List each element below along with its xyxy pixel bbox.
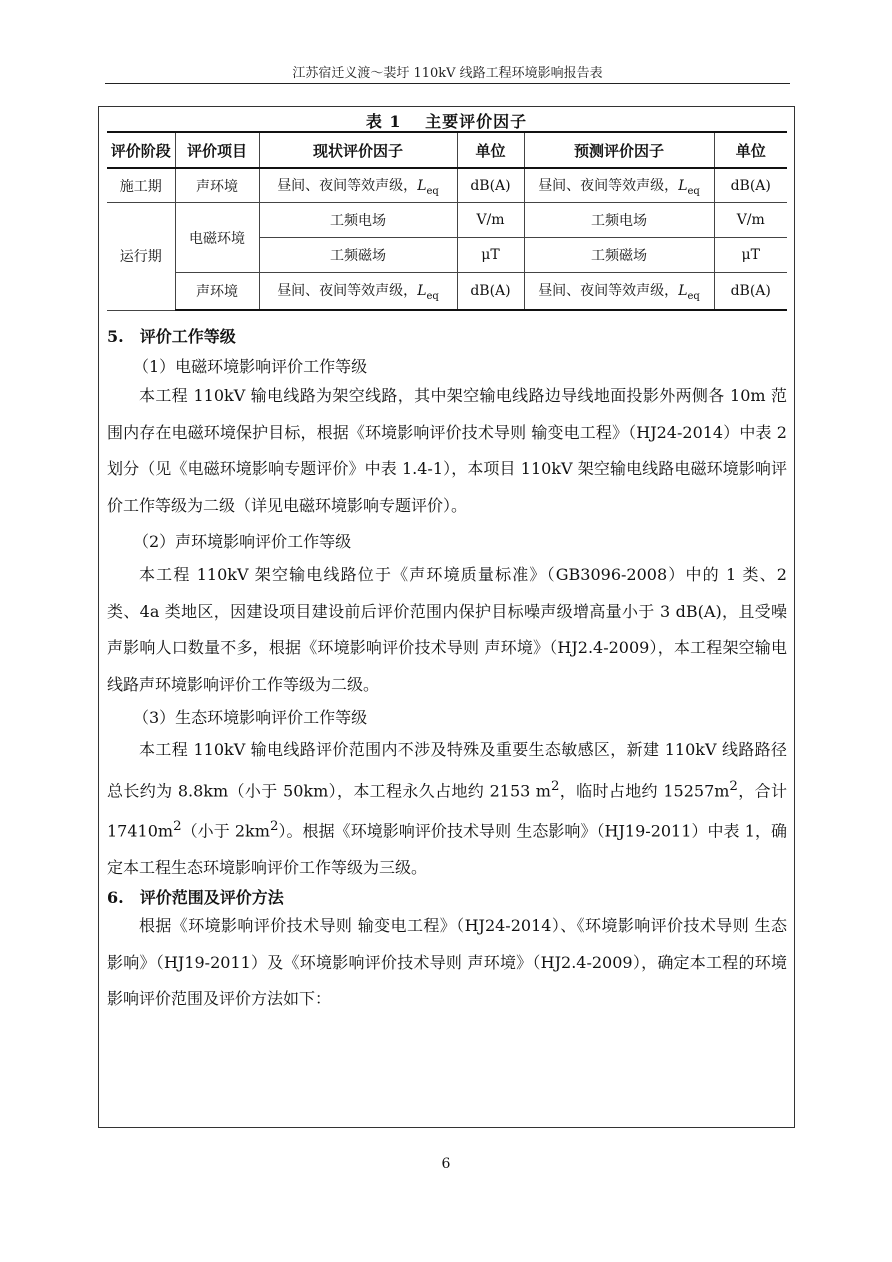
- symbol-l: L: [678, 283, 688, 300]
- header-rule: [105, 83, 790, 84]
- col-header-item: 评价项目: [175, 132, 259, 168]
- section-6-heading: 6. 评价范围及评价方法: [107, 888, 284, 907]
- cell-unit: V/m: [457, 203, 524, 238]
- factor-text: 昼间、夜间等效声级，: [538, 177, 679, 194]
- cell-unit: μT: [714, 238, 787, 273]
- cell-predicted-factor: 工频电场: [524, 203, 714, 238]
- table-row: [107, 203, 787, 238]
- col-header-unit: 单位: [714, 132, 787, 168]
- cell-predicted-factor: [524, 273, 714, 311]
- cell-item: 声环境: [175, 273, 259, 311]
- cell-current-factor: [259, 168, 457, 203]
- col-header-unit: 单位: [457, 132, 524, 168]
- cell-unit: μT: [457, 238, 524, 273]
- cell-unit: dB(A): [714, 273, 787, 311]
- cell-stage: 运行期: [107, 203, 175, 311]
- paragraph-scope-methods: 根据《环境影响评价技术导则 输变电工程》（HJ24-2014）、《环境影响评价技术导则 生态影响》（HJ19-2011）及《环境影响评价技术导则 声环境》（HJ2.4-2009），确定本工程的环境影响评价范围及评价方法如下：: [107, 916, 787, 1008]
- col-header-current-factor: 现状评价因子: [259, 132, 457, 168]
- subsection-3-title: （3）生态环境影响评价工作等级: [133, 708, 368, 727]
- paragraph-electromagnetic: 本工程 110kV 输电线路为架空线路，其中架空输电线路边导线地面投影外两侧各 10m 范围内存在电磁环境保护目标，根据《环境影响评价技术导则 输变电工程》（HJ24-2014）中表 2 划分（见《电磁环境影响专题评价》中表 1.4-1），本项目 110kV 架空输电线路电磁环境影响评价工作等级为二级（详见电磁环境影响专题评价）。: [107, 386, 787, 515]
- cell-item: 电磁环境: [175, 203, 259, 273]
- cell-unit: dB(A): [457, 273, 524, 311]
- cell-predicted-factor: [524, 168, 714, 203]
- factor-text: 昼间、夜间等效声级，: [277, 177, 418, 194]
- cell-unit: V/m: [714, 203, 787, 238]
- cell-unit: dB(A): [457, 168, 524, 203]
- symbol-sub: eq: [426, 290, 439, 302]
- factor-text: 昼间、夜间等效声级，: [538, 283, 679, 300]
- symbol-l: L: [417, 283, 427, 300]
- paragraph-ecological: 本工程 110kV 输电线路评价范围内不涉及特殊及重要生态敏感区，新建 110kV 线路路径总长约为 8.8km（小于 50km），本工程永久占地约 2153 $m^2$，临时占地约 $15257m^2$，合计 $17410m^2$（小于 $2km^2$）。根据《环境影响评价技术导则 生态影响》（HJ19-2011）中表 1，确定本工程生态环境影响评价工作等级为三级。: [107, 740, 787, 878]
- cell-item: 声环境: [175, 168, 259, 203]
- table-header-row: [107, 132, 787, 168]
- cell-current-factor: 工频磁场: [259, 238, 457, 273]
- subsection-1-title: （1）电磁环境影响评价工作等级: [133, 357, 368, 376]
- subsection-2-title: （2）声环境影响评价工作等级: [133, 532, 352, 551]
- table-row: [107, 273, 787, 311]
- cell-current-factor: [259, 273, 457, 311]
- page-number: 6: [441, 1156, 451, 1172]
- symbol-l: L: [678, 177, 688, 194]
- cell-predicted-factor: 工频磁场: [524, 238, 714, 273]
- symbol-sub: eq: [426, 185, 439, 197]
- section-5-heading: 5. 评价工作等级: [107, 327, 236, 346]
- table-row: [107, 168, 787, 203]
- symbol-sub: eq: [687, 185, 700, 197]
- cell-stage: 施工期: [107, 168, 175, 203]
- col-header-predicted-factor: 预测评价因子: [524, 132, 714, 168]
- cell-current-factor: 工频电场: [259, 203, 457, 238]
- col-header-stage: 评价阶段: [107, 132, 175, 168]
- symbol-l: L: [417, 177, 427, 194]
- paragraph-acoustic: 本工程 110kV 架空输电线路位于《声环境质量标准》（GB3096-2008）中的 1 类、2 类、4a 类地区，因建设项目建设前后评价范围内保护目标噪声级增高量小于 3 dB(A)，且受噪声影响人口数量不多，根据《环境影响评价技术导则 声环境》（HJ2.4-2009），本工程架空输电线路声环境影响评价工作等级为二级。: [107, 565, 787, 694]
- page-header: 江苏宿迁义渡～裴圩 110kV 线路工程环境影响报告表: [292, 66, 603, 81]
- cell-unit: dB(A): [714, 168, 787, 203]
- table-caption: 表 1 主要评价因子: [365, 112, 528, 131]
- factor-text: 昼间、夜间等效声级，: [277, 283, 418, 300]
- evaluation-factors-table: [107, 131, 787, 311]
- symbol-sub: eq: [687, 290, 700, 302]
